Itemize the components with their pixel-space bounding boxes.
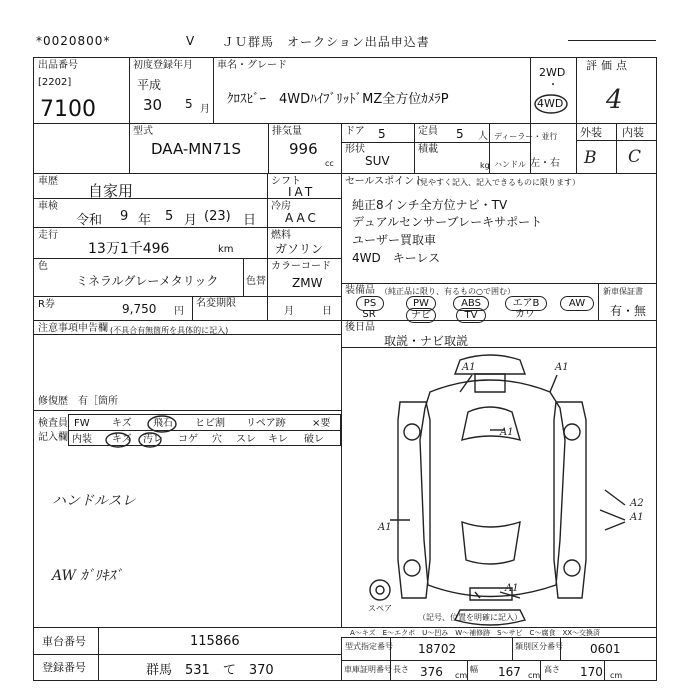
wheel-icon — [564, 560, 580, 576]
sales-point-3: ユーザー買取車 — [352, 233, 437, 247]
car-name-value: ｸﾛｽﾋﾞｰ 4WDﾊｲﾌﾞﾘｯﾄﾞMZ全方位ｶﾒﾗP — [227, 92, 449, 107]
first-reg-label: 初度登録年月 — [133, 60, 193, 71]
width-value: 167 — [498, 665, 521, 679]
repair-history: 修復歴 有［箇所 — [38, 396, 118, 407]
interior-row-label: 内装 — [72, 434, 92, 445]
inspection-label: 車検 — [38, 201, 58, 212]
color-change-label: 色替 — [246, 276, 266, 287]
doors-label: ドア — [345, 126, 365, 137]
first-reg-era: 平成 — [137, 78, 162, 92]
inspection-year-unit: 年 — [138, 213, 152, 228]
name-change-day-unit: 日 — [322, 306, 332, 317]
after-install-value: 取説・ナビ取説 — [384, 334, 469, 348]
check-mark: V — [186, 34, 195, 48]
car-body-right — [554, 402, 586, 598]
fuel-label: 燃料 — [271, 230, 291, 241]
inspection-year: 9 — [120, 209, 129, 224]
model-cert-value: 18702 — [418, 642, 457, 656]
first-reg-month-unit: 月 — [200, 104, 210, 115]
class-label: 類別区分番号 — [515, 642, 563, 651]
interior-label: 内装 — [622, 126, 644, 139]
circle-tobiishi — [148, 416, 176, 432]
mileage-unit: km — [218, 244, 234, 255]
diagram-legend: A～キズ E～エクボ U～凹み W～補修跡 S～サビ C～腐食 XX～交換済 — [350, 629, 601, 637]
exterior-label: 外装 — [580, 126, 602, 139]
inspect-fw: FW — [74, 418, 90, 429]
interior-hole: 穴 — [212, 434, 222, 445]
car-name-label: 車名・グレード — [217, 60, 287, 71]
plate-label: 登録番号 — [42, 661, 86, 674]
name-change-label: 名変期限 — [196, 298, 236, 309]
shift-label: シフト — [271, 176, 301, 187]
wheel-icon — [564, 424, 580, 440]
color-code-label: カラーコード — [271, 261, 331, 272]
displacement-value: 996 — [289, 140, 318, 158]
drive-2wd: 2WD — [539, 66, 566, 79]
notes-note: (不具合有無箇所を具体的に記入) — [110, 326, 229, 335]
damage-label: A1 — [630, 512, 644, 523]
drive-dot: ・ — [548, 80, 558, 91]
equipment-label: 装備品 — [345, 285, 375, 296]
handwritten-note-1: ハンドルスレ — [52, 493, 136, 509]
body-type-value: SUV — [365, 154, 390, 168]
first-reg-year: 30 — [143, 96, 163, 114]
circle-4wd — [535, 95, 567, 113]
inspection-day: (23) — [204, 209, 231, 224]
interior-burn: コゲ — [178, 434, 198, 445]
equip-ps: PS — [356, 296, 384, 311]
equip-sr: SR — [362, 309, 376, 320]
chassis-value: 115866 — [190, 634, 240, 649]
load-label: 積載 — [418, 144, 438, 155]
model-cert-label: 型式指定番号 — [345, 642, 393, 651]
inspection-day-unit: 日 — [243, 213, 257, 228]
height-unit: cm — [610, 671, 623, 680]
lot-code: [2202] — [38, 77, 72, 88]
name-change-month-unit: 月 — [284, 306, 294, 317]
inspect-needs: ×要 — [312, 418, 331, 429]
car-body-left — [398, 402, 430, 598]
equip-tv: TV — [456, 308, 486, 323]
inspect-hibiware: ヒビ割 — [195, 418, 225, 429]
dealer-label: ディーラー・並行 — [494, 132, 558, 141]
equip-leather: カワ — [515, 309, 535, 320]
interior-dirt: 汚レ — [143, 434, 163, 445]
equip-airbag: エアB — [505, 296, 547, 311]
plate-value: 群馬 531 て 370 — [146, 663, 274, 678]
handle-label: ハンドル — [494, 160, 526, 169]
inspection-month-unit: 月 — [184, 213, 198, 228]
spare-label: スペア — [368, 604, 392, 613]
capacity-unit: 人 — [478, 131, 488, 142]
lot-number: 7100 — [40, 97, 96, 122]
recycle-unit: 円 — [174, 306, 184, 317]
class-value: 0601 — [590, 642, 621, 656]
inspect-kizu: キズ — [112, 418, 132, 429]
width-label: 幅 — [470, 665, 478, 674]
mileage-label: 走行 — [38, 230, 58, 241]
new-warranty-value: 有・無 — [610, 304, 647, 318]
sales-point-1: 純正8インチ全方位ナビ・TV — [352, 198, 508, 212]
inspector-label-1: 検査員 — [38, 418, 68, 429]
damage-label: A1 — [378, 522, 392, 533]
displacement-unit: cc — [325, 159, 334, 168]
damage-label: A1 — [462, 362, 476, 373]
damage-label: A2 — [630, 498, 644, 509]
aircon-value: AAC — [285, 211, 319, 225]
wheel-icon — [404, 424, 420, 440]
exterior-grade: B — [584, 148, 597, 168]
sales-points-note: （見やすく記入、記入できるものに限ります） — [412, 178, 580, 187]
recycle-label: R券 — [38, 299, 55, 310]
doors-value: 5 — [378, 127, 386, 141]
spare-tire-icon — [370, 580, 390, 600]
handwritten-note-2: AW ｶﾞﾘｷｽﾞ — [52, 568, 123, 584]
circle-interior-dirt — [139, 433, 161, 447]
equip-navi: ナビ — [406, 308, 436, 323]
equip-pw: PW — [406, 296, 436, 311]
new-warranty-label: 新車保証書 — [603, 287, 643, 296]
score-value: 4 — [606, 85, 623, 115]
length-value: 376 — [420, 665, 443, 679]
history-label: 車歴 — [38, 176, 58, 187]
color-code-value: ZMW — [292, 276, 323, 290]
aircon-label: 冷房 — [271, 201, 291, 212]
shift-value: IAT — [288, 185, 316, 199]
inspection-era: 令和 — [76, 213, 103, 228]
length-label: 長さ — [393, 665, 409, 674]
mileage-value: 13万1千496 — [88, 241, 170, 257]
inspect-repair-mark: リペア跡 — [246, 418, 286, 429]
inspect-tobiishi: 飛石 — [153, 418, 173, 429]
inspection-month: 5 — [165, 209, 174, 224]
first-reg-month: 5 — [185, 97, 193, 111]
circle-interior-kizu — [106, 433, 130, 447]
interior-scuff: スレ — [236, 434, 256, 445]
width-unit: cm — [528, 671, 541, 680]
equip-aw: AW — [560, 296, 594, 311]
inspector-label-2: 記入欄 — [38, 432, 68, 443]
form-serial: *0020800* — [36, 34, 111, 48]
recycle-value: 9,750 — [122, 302, 157, 316]
damage-label: A1 — [555, 362, 569, 373]
reg-cert-label: 車庫証明番号 — [344, 665, 392, 674]
notes-label: 注意事項申告欄 — [38, 323, 108, 334]
drive-4wd: 4WD — [537, 97, 564, 110]
damage-label: A1 — [505, 583, 519, 594]
sales-point-4: 4WD キーレス — [352, 251, 441, 265]
capacity-value: 5 — [456, 127, 464, 141]
height-value: 170 — [580, 665, 603, 679]
score-label: 評価点 — [586, 59, 631, 72]
displacement-label: 排気量 — [272, 126, 302, 137]
equipment-note: （純正品に限り、有るもの○で囲む） — [380, 287, 515, 296]
color-label: 色 — [38, 261, 48, 272]
height-label: 高さ — [544, 665, 560, 674]
length-unit: cm — [455, 671, 468, 680]
interior-kizu: キズ — [112, 434, 132, 445]
interior-cut: キレ — [268, 434, 288, 445]
capacity-label: 定員 — [418, 126, 438, 137]
damage-label: A1 — [500, 427, 514, 438]
form-title: ＪＵ群馬 オークション出品申込書 — [222, 35, 430, 49]
body-type-label: 形状 — [345, 144, 365, 155]
sales-points-label: セールスポイント — [345, 176, 425, 187]
model-value: DAA-MN71S — [151, 140, 242, 158]
handle-value: 左・右 — [530, 158, 560, 169]
interior-grade: C — [628, 147, 642, 167]
color-value: ミネラルグレーメタリック — [76, 274, 219, 288]
wheel-icon — [404, 560, 420, 576]
fuel-value: ガソリン — [275, 242, 324, 256]
interior-tear: 破レ — [304, 434, 324, 445]
history-value: 自家用 — [88, 182, 134, 200]
sales-point-2: デュアルセンサーブレーキサポート — [352, 215, 543, 229]
lot-label: 出品番号 — [38, 60, 78, 71]
chassis-label: 車台番号 — [42, 635, 86, 648]
equip-abs: ABS — [453, 296, 489, 311]
load-unit: kg — [480, 161, 490, 170]
diagram-caption: （記号、位置を明確に記入） — [418, 613, 522, 622]
after-install-label: 後日品 — [345, 322, 375, 333]
model-label: 型式 — [133, 126, 153, 137]
